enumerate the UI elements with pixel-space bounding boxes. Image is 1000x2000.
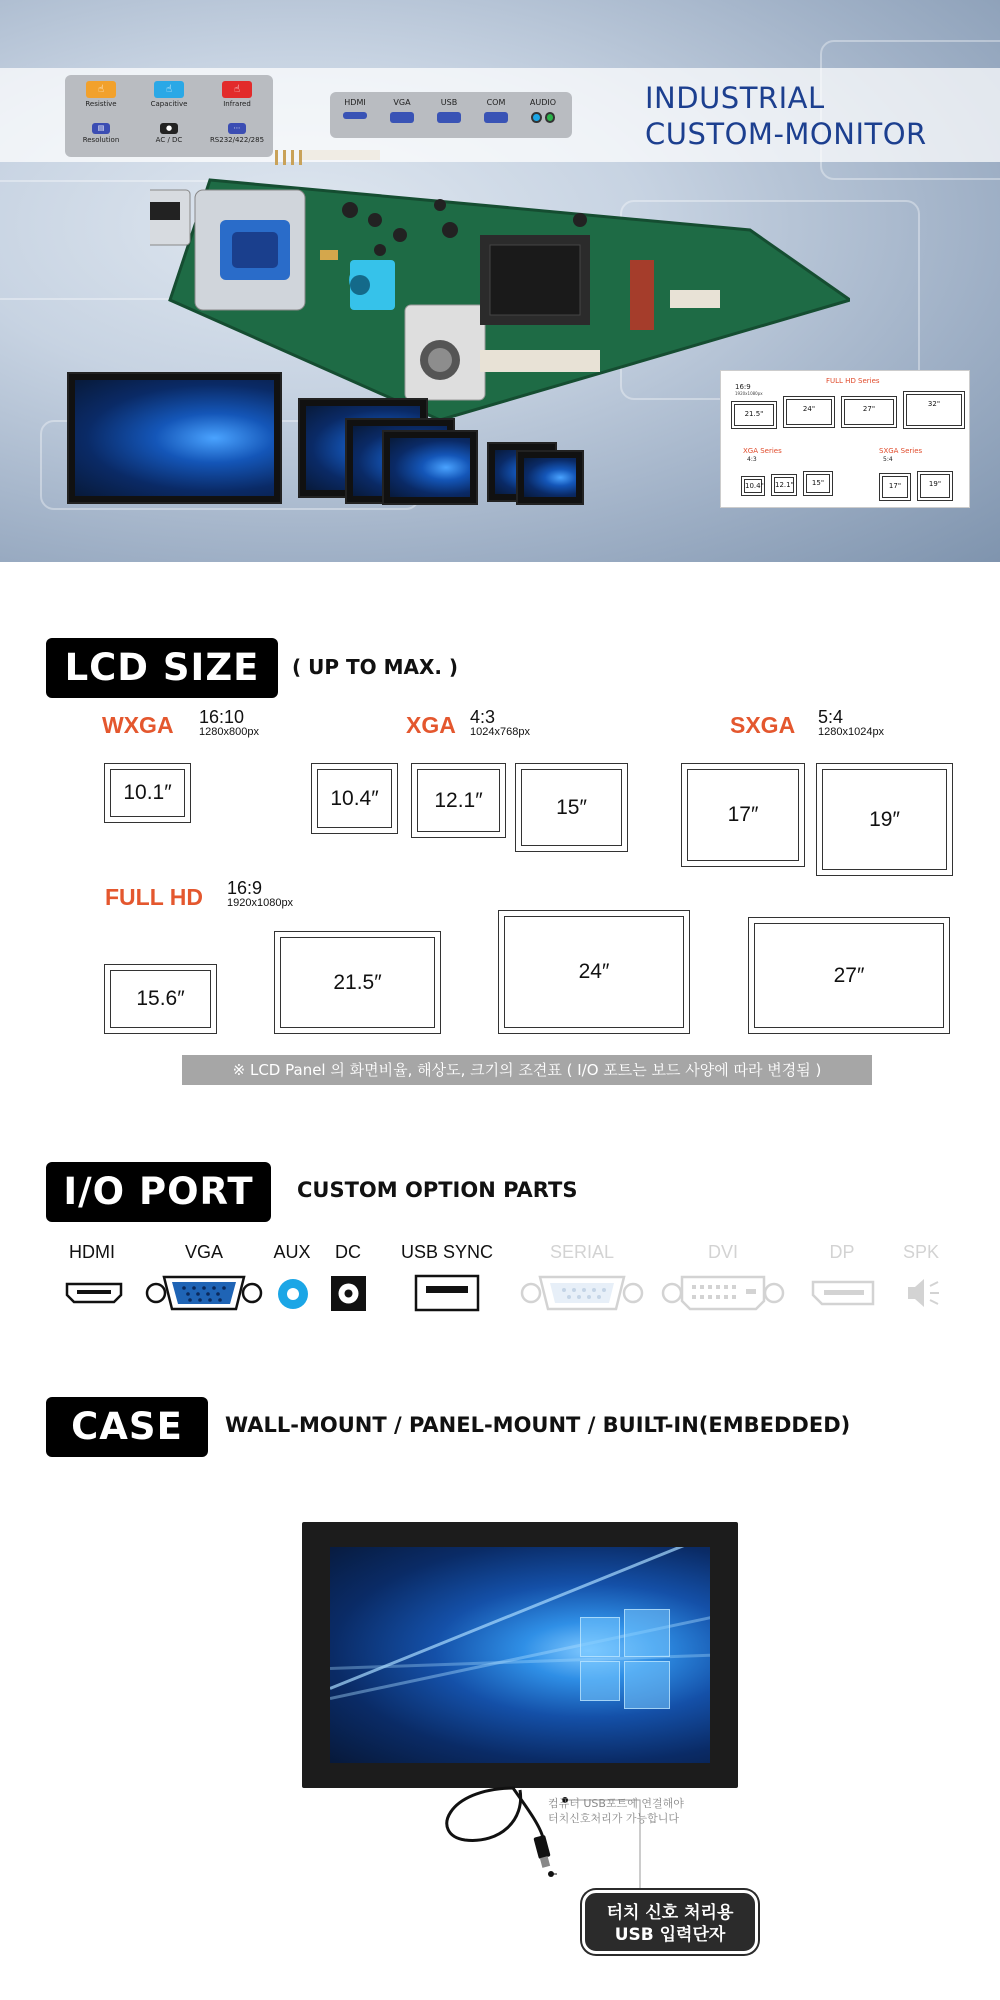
- displayport-icon: [810, 1279, 876, 1307]
- full-hd-ratio: [227, 878, 293, 909]
- resolution-icon: ▤: [92, 123, 110, 134]
- spec-serial: [203, 119, 271, 144]
- monitor-thumbnail: [382, 430, 478, 505]
- hero-port-hdmi: [332, 98, 378, 119]
- usb-note-line1: 컴퓨터 USB포트에 연결해야: [548, 1797, 684, 1810]
- usb-connection-note: [548, 1796, 684, 1826]
- card-size-box: 10.4": [741, 476, 765, 496]
- wxga-ratio: [199, 707, 259, 738]
- hero-title-line1: INDUSTRIAL: [645, 81, 825, 115]
- ratio-value: 16:10: [199, 707, 245, 727]
- hero-port-label: USB: [440, 98, 458, 107]
- lcd-size-label: 10.4″: [317, 769, 392, 828]
- lcd-size-box: [104, 763, 191, 823]
- vga-icon: [390, 112, 414, 123]
- lcd-size-box: [411, 763, 506, 838]
- ratio-value: 5:4: [818, 707, 844, 727]
- touch-options-panel: [65, 75, 273, 157]
- hdmi-icon: [343, 112, 367, 119]
- lcd-size-label: 19″: [822, 769, 947, 870]
- monitor-thumbnail: [67, 372, 282, 504]
- sxga-ratio: [818, 707, 884, 738]
- io-label-aux: AUX: [273, 1242, 311, 1262]
- hero-port-com: [473, 98, 519, 123]
- io-label-serial: SERIAL: [549, 1242, 615, 1262]
- hero-ports-panel: [330, 92, 572, 138]
- audio-jack-icon: [531, 112, 555, 123]
- touch-option-resistive: [67, 77, 135, 108]
- hand-icon: ☝: [86, 81, 116, 98]
- io-port-tag: I/O PORT: [46, 1162, 271, 1222]
- lcd-size-box: [515, 763, 628, 852]
- size-series-card: [720, 370, 970, 508]
- sxga-ratio: 5:4: [883, 456, 893, 463]
- usb-input-badge: [582, 1890, 758, 1954]
- lcd-size-label: 15.6″: [110, 970, 211, 1028]
- hero-port-label: AUDIO: [529, 98, 557, 107]
- serial-port-icon: ⋯: [228, 123, 246, 134]
- full-hd-class-label: FULL HD: [105, 884, 203, 910]
- io-label-vga: VGA: [184, 1242, 223, 1262]
- lcd-size-box: [681, 763, 805, 867]
- hero-port-label: VGA: [393, 98, 411, 107]
- case-monitor-screen: [330, 1547, 710, 1763]
- card-size-box: 24": [783, 396, 835, 428]
- lcd-size-box: [816, 763, 953, 876]
- lcd-size-box: [274, 931, 441, 1034]
- spec-label: Resolution: [82, 136, 120, 144]
- io-label-dc: DC: [335, 1242, 361, 1262]
- spec-acdc: [135, 119, 203, 144]
- touch-option-infrared: [203, 77, 271, 108]
- full-hd-series-title: FULL HD Series: [826, 377, 880, 385]
- dvi-port-icon: [660, 1273, 786, 1313]
- lcd-size-note: ※ LCD Panel 의 화면비율, 해상도, 크기의 조견표 ( I/O 포트는 보드 사양에 따라 변경됨 ): [182, 1055, 872, 1085]
- io-label-dvi: DVI: [707, 1242, 738, 1262]
- card-size-box: 27": [841, 396, 897, 428]
- card-size-box: 19": [917, 471, 953, 501]
- card-size-box: 15": [803, 471, 833, 496]
- lcd-size-tag: LCD SIZE: [46, 638, 278, 698]
- sxga-class-label: SXGA: [730, 712, 796, 738]
- touch-option-capacitive: [135, 77, 203, 108]
- hero-banner: [0, 0, 1000, 562]
- dc-jack-icon: [331, 1276, 366, 1311]
- serial-port-icon: [518, 1273, 646, 1313]
- lcd-size-label: 24″: [504, 916, 684, 1028]
- hand-icon: ☝: [154, 81, 184, 98]
- io-label-spk: SPK: [902, 1242, 940, 1262]
- resolution-value: 1024x768px: [470, 726, 530, 738]
- full-hd-ratio: 16:9: [735, 383, 751, 391]
- lcd-size-subtitle: ( UP TO MAX. ): [292, 655, 459, 679]
- speaker-icon: [906, 1276, 942, 1310]
- lcd-size-label: 10.1″: [110, 769, 185, 817]
- io-label-hdmi: HDMI: [69, 1242, 115, 1262]
- card-size-box: 32": [903, 391, 965, 429]
- hero-title: [645, 80, 985, 152]
- lcd-size-label: 21.5″: [280, 937, 435, 1028]
- lcd-size-box: [104, 964, 217, 1034]
- hero-port-vga: [379, 98, 425, 123]
- io-label-dp: DP: [829, 1242, 855, 1262]
- card-size-box: 17": [879, 473, 911, 501]
- ratio-value: 16:9: [227, 878, 263, 898]
- touch-option-label: Infrared: [223, 100, 251, 108]
- hero-port-label: COM: [486, 98, 506, 107]
- usb-note-line2: 터치신호처리가 가능합니다: [548, 1812, 680, 1825]
- lcd-size-box: [498, 910, 690, 1034]
- vga-icon: [142, 1273, 266, 1313]
- power-plug-icon: ●: [160, 123, 178, 134]
- com-port-icon: [484, 112, 508, 123]
- io-label-usb-sync: USB SYNC: [400, 1242, 494, 1262]
- usb-badge-line1: 터치 신호 처리용: [606, 1903, 734, 1923]
- spec-resolution: [67, 119, 135, 144]
- ratio-value: 4:3: [470, 707, 496, 727]
- xga-class-label: XGA: [406, 712, 456, 738]
- wxga-class-label: WXGA: [102, 712, 174, 738]
- usb-badge-line2: USB 입력단자: [614, 1925, 726, 1945]
- monitor-thumbnail: [516, 450, 584, 505]
- usb-port-icon: [414, 1274, 480, 1312]
- full-hd-res: 1920x1080px: [735, 391, 763, 396]
- hero-port-label: HDMI: [344, 98, 366, 107]
- case-subtitle: WALL-MOUNT / PANEL-MOUNT / BUILT-IN(EMBEDDED): [225, 1413, 851, 1437]
- lcd-size-label: 15″: [521, 769, 622, 846]
- lcd-size-label: 27″: [754, 923, 944, 1028]
- sxga-series-title: SXGA Series: [879, 447, 923, 455]
- xga-ratio: [470, 707, 530, 738]
- hand-icon: ☝: [222, 81, 252, 98]
- resolution-value: 1920x1080px: [227, 897, 294, 909]
- card-size-box: 21.5": [731, 401, 777, 429]
- lcd-size-box: [311, 763, 398, 834]
- resolution-value: 1280x800px: [199, 726, 259, 738]
- xga-series-title: XGA Series: [743, 447, 782, 455]
- hdmi-icon: [64, 1280, 124, 1306]
- io-port-subtitle: CUSTOM OPTION PARTS: [297, 1178, 578, 1202]
- xga-ratio: 4:3: [747, 456, 757, 463]
- hero-title-line2: CUSTOM-MONITOR: [645, 117, 927, 151]
- aux-jack-icon: [277, 1278, 309, 1310]
- usb-icon: [437, 112, 461, 123]
- hero-port-usb: [426, 98, 472, 123]
- resolution-value: 1280x1024px: [818, 726, 885, 738]
- touch-option-label: Capacitive: [150, 100, 188, 108]
- lcd-size-label: 12.1″: [417, 769, 500, 832]
- lcd-size-box: [748, 917, 950, 1034]
- touch-option-label: Resistive: [85, 100, 117, 108]
- spec-label: RS232/422/285: [209, 136, 265, 144]
- hero-port-audio: [520, 98, 566, 123]
- card-size-box: 12.1": [771, 474, 797, 496]
- case-tag: CASE: [46, 1397, 208, 1457]
- lcd-size-label: 17″: [687, 769, 799, 861]
- spec-label: AC / DC: [155, 136, 183, 144]
